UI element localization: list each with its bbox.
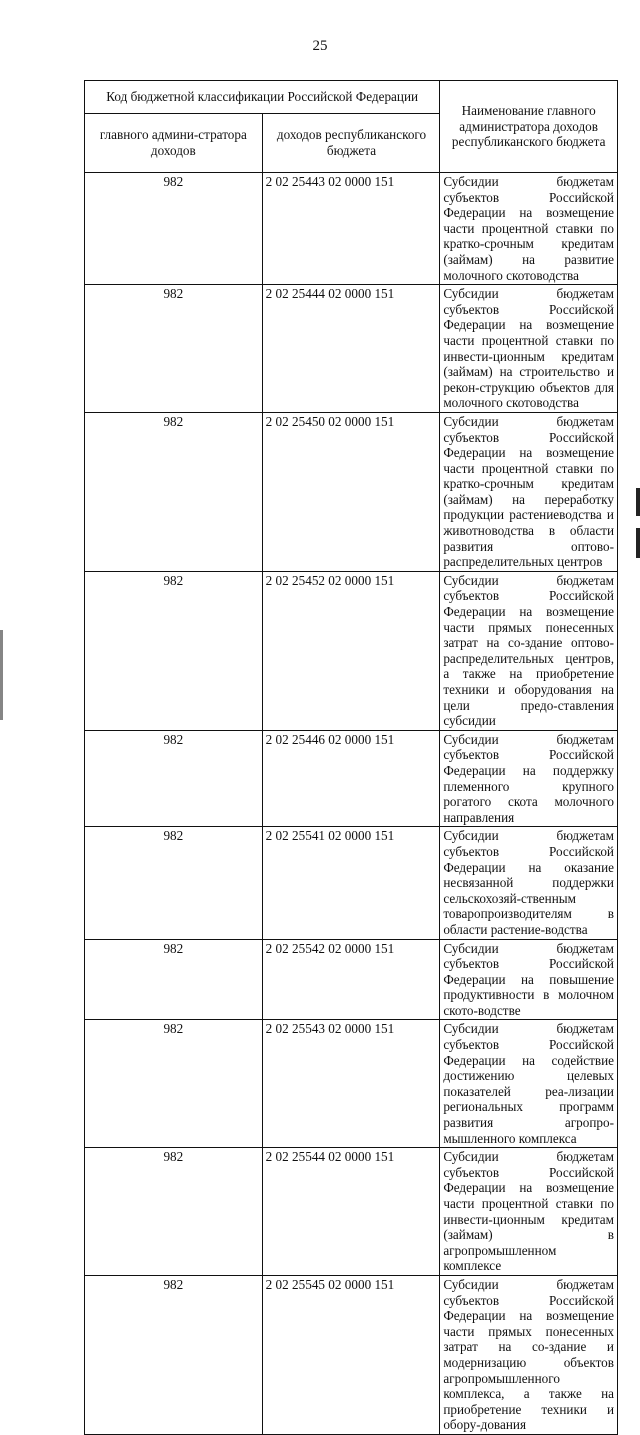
income-name-cell: Субсидии бюджетам субъектов Российской Федерации на поддержку племенного крупного рогатого скота молочного направления bbox=[440, 730, 618, 827]
income-name-cell: Субсидии бюджетам субъектов Российской Федерации на возмещение части процентной ставки по кратко-срочным кредитам (займам) на развитие молочного скотоводства bbox=[440, 173, 618, 285]
table-row bbox=[85, 571, 618, 730]
page-number: 25 bbox=[312, 38, 328, 54]
table-body bbox=[85, 173, 618, 1435]
income-name-cell: Субсидии бюджетам субъектов Российской Федерации на возмещение части процентной ставки по инвести-ционным кредитам (займам) в агропромышленном комплексе bbox=[440, 1148, 618, 1276]
income-name-cell: Субсидии бюджетам субъектов Российской Федерации на оказание несвязанной поддержки сельскохозяй-ственным товаропроизводителям в области растение-водства bbox=[440, 827, 618, 939]
admin-code-cell: 982 bbox=[85, 285, 263, 413]
admin-code-cell: 982 bbox=[85, 173, 263, 285]
table-row bbox=[85, 1020, 618, 1148]
table-row bbox=[85, 827, 618, 939]
table-row bbox=[85, 939, 618, 1020]
scan-margin-mark bbox=[0, 630, 3, 720]
scan-margin-mark bbox=[636, 528, 640, 558]
admin-code-cell: 982 bbox=[85, 1020, 263, 1148]
budget-code-cell: 2 02 25443 02 0000 151 bbox=[262, 173, 440, 285]
scan-margin-mark bbox=[636, 488, 640, 516]
income-name-cell: Субсидии бюджетам субъектов Российской Федерации на возмещение части прямых понесенных затрат на со-здание и модернизацию объектов агропромышленного комплекса, а также на приобретение техники и обору-дования bbox=[440, 1275, 618, 1434]
admin-code-cell: 982 bbox=[85, 1148, 263, 1276]
table-row bbox=[85, 1148, 618, 1276]
table-row bbox=[85, 412, 618, 571]
header-main-administrator: главного админи-стратора доходов bbox=[85, 114, 263, 173]
budget-code-cell: 2 02 25444 02 0000 151 bbox=[262, 285, 440, 413]
income-name-cell: Субсидии бюджетам субъектов Российской Федерации на содействие достижению целевых показателей реа-лизации региональных программ развития агропро-мышленного комплекса bbox=[440, 1020, 618, 1148]
admin-code-cell: 982 bbox=[85, 827, 263, 939]
admin-code-cell: 982 bbox=[85, 1275, 263, 1434]
header-administrator-name: Наименование главного администратора доходов республиканского бюджета bbox=[440, 81, 618, 173]
income-name-cell: Субсидии бюджетам субъектов Российской Федерации на повышение продуктивности в молочном ското-водстве bbox=[440, 939, 618, 1020]
income-name-cell: Субсидии бюджетам субъектов Российской Федерации на возмещение части процентной ставки по инвести-ционным кредитам (займам) на строительство и рекон-струкцию объектов для молочного скотоводства bbox=[440, 285, 618, 413]
table-row bbox=[85, 285, 618, 413]
income-name-cell: Субсидии бюджетам субъектов Российской Федерации на возмещение части прямых понесенных затрат на со-здание оптово-распределительных центров, а также на приобретение техники и оборудования на цели предо-ставления субсидии bbox=[440, 571, 618, 730]
budget-code-cell: 2 02 25543 02 0000 151 bbox=[262, 1020, 440, 1148]
budget-code-cell: 2 02 25446 02 0000 151 bbox=[262, 730, 440, 827]
budget-code-cell: 2 02 25542 02 0000 151 bbox=[262, 939, 440, 1020]
table-row bbox=[85, 173, 618, 285]
admin-code-cell: 982 bbox=[85, 571, 263, 730]
table-row bbox=[85, 1275, 618, 1434]
budget-code-cell: 2 02 25452 02 0000 151 bbox=[262, 571, 440, 730]
header-classification-group: Код бюджетной классификации Российской Федерации bbox=[85, 81, 440, 114]
header-republic-income: доходов республиканского бюджета bbox=[262, 114, 440, 173]
budget-code-cell: 2 02 25544 02 0000 151 bbox=[262, 1148, 440, 1276]
budget-code-cell: 2 02 25450 02 0000 151 bbox=[262, 412, 440, 571]
admin-code-cell: 982 bbox=[85, 412, 263, 571]
budget-code-cell: 2 02 25545 02 0000 151 bbox=[262, 1275, 440, 1434]
income-name-cell: Субсидии бюджетам субъектов Российской Федерации на возмещение части процентной ставки по кратко-срочным кредитам (займам) на переработку продукции растениеводства и животноводства в области развития оптово-распределительных центров bbox=[440, 412, 618, 571]
table-row bbox=[85, 730, 618, 827]
admin-code-cell: 982 bbox=[85, 730, 263, 827]
budget-classification-table bbox=[84, 80, 618, 1435]
admin-code-cell: 982 bbox=[85, 939, 263, 1020]
budget-code-cell: 2 02 25541 02 0000 151 bbox=[262, 827, 440, 939]
